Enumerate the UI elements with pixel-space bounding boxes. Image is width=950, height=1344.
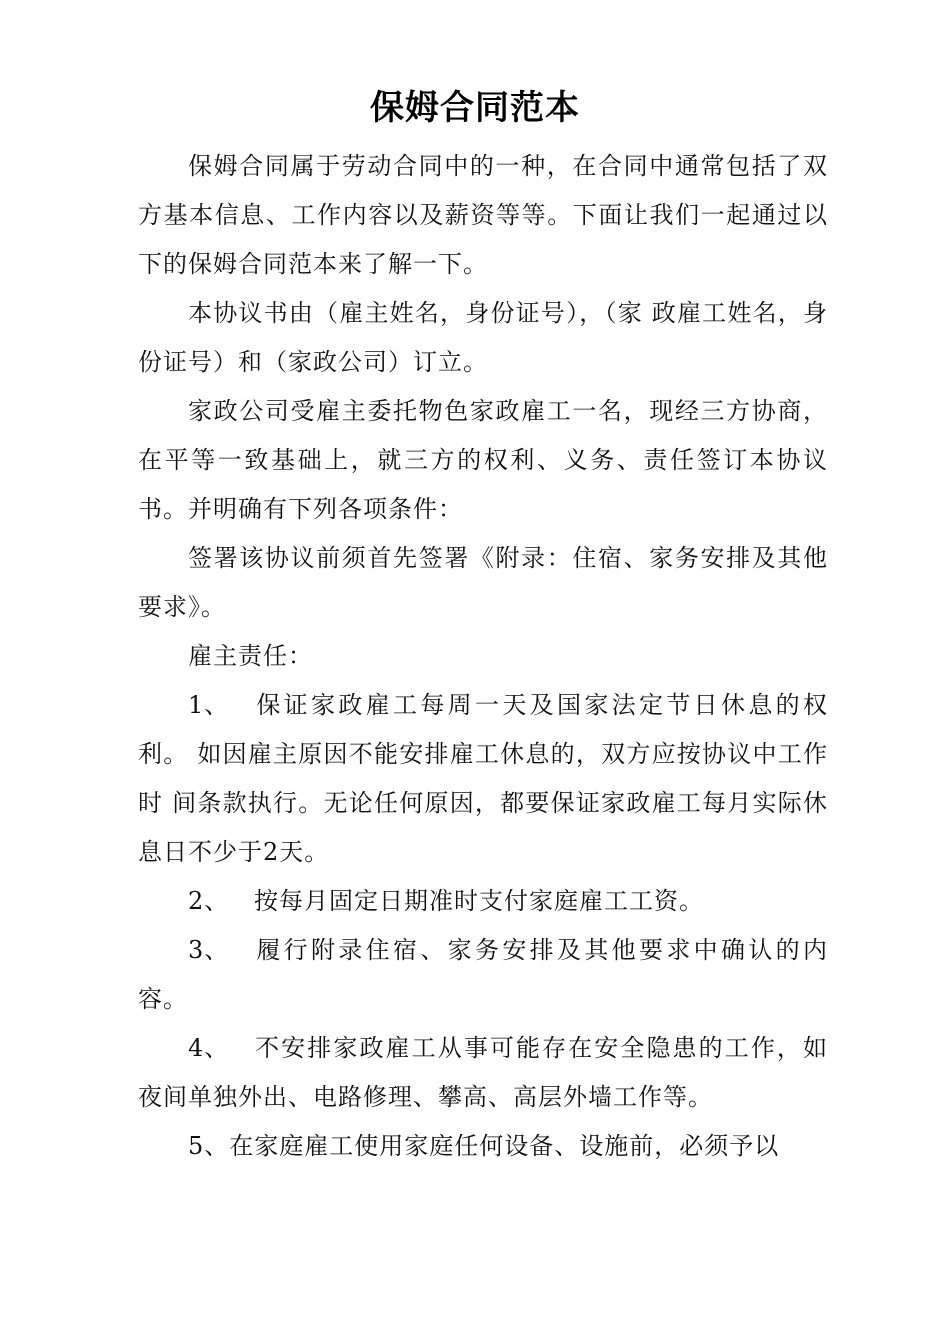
paragraph-appendix: 签署该协议前须首先签署《附录：住宿、家务安排及其他要求》。 [138, 544, 828, 621]
clause-number: 2、 [188, 887, 230, 915]
document-body [138, 142, 828, 1171]
clause-4: 4、 不安排家政雇工从事可能存在安全隐患的工作，如夜间单独外出、电路修理、攀高、高层外墙工作等。 [138, 1024, 828, 1122]
paragraph-intro: 保姆合同属于劳动合同中的一种，在合同中通常包括了双方基本信息、工作内容以及薪资等等。下面让我们一起通过以下的保姆合同范本来了解一下。 [138, 152, 828, 278]
paragraph-employer-heading: 雇主责任： [188, 642, 313, 670]
document-title: 保姆合同范本 [370, 88, 580, 128]
clause-5: 5、在家庭雇工使用家庭任何设备、设施前，必须予以 [188, 1132, 780, 1160]
paragraph-agreement: 家政公司受雇主委托物色家政雇工一名，现经三方协商， 在平等一致基础上，就三方的权利、义务、责任签订本协议 书。并明确有下列各项条件： [138, 397, 828, 523]
clause-3: 3、 履行附录住宿、家务安排及其他要求中确认的内容。 [138, 926, 828, 1024]
clause-1: 1、 保证家政雇工每周一天及国家法定节日休息的权利。 如因雇主原因不能安排雇工休息的，双方应按协议中工作时 间条款执行。无论任何原因，都要保证家政雇工每月实际休 息日不少于2天。 [138, 681, 828, 877]
clause-number: 5、 [188, 1132, 230, 1160]
clause-number: 1、 [188, 691, 230, 719]
clause-number: 3、 [188, 936, 230, 964]
paragraph-parties: 本协议书由（雇主姓名，身份证号），（家 政雇工姓名，身份证号）和（家政公司）订立。 [138, 299, 828, 376]
clause-number: 4、 [188, 1034, 230, 1062]
clause-2: 2、 按每月固定日期准时支付家庭雇工工资。 [138, 877, 828, 926]
